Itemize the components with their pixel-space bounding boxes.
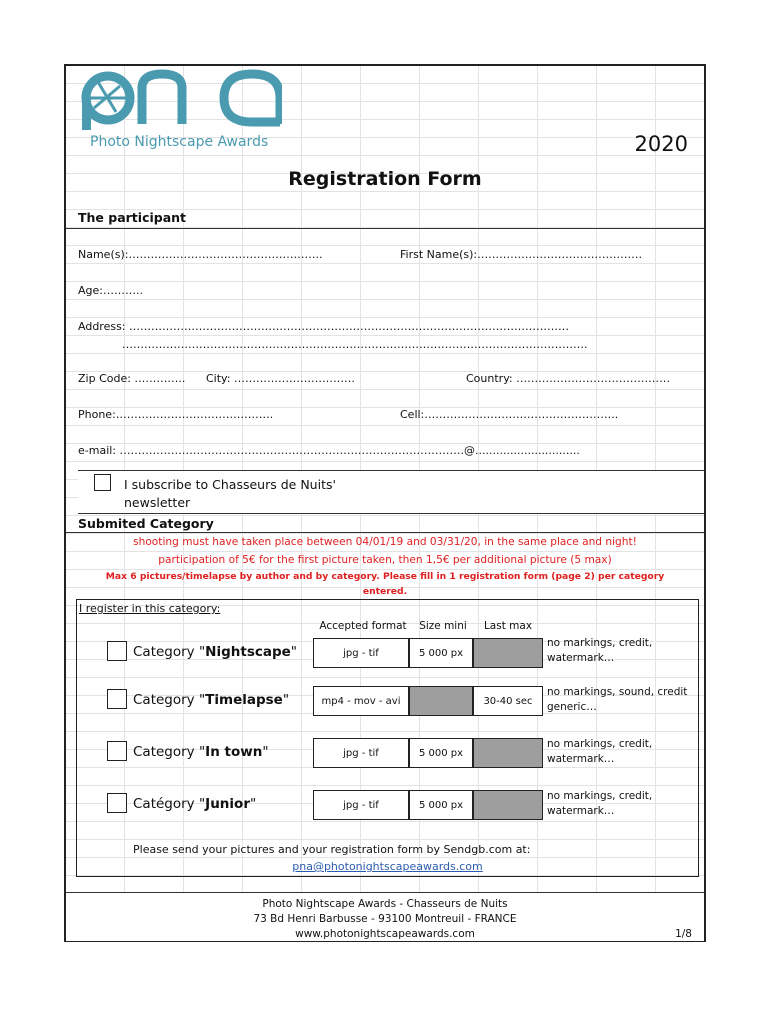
participant-heading: The participant <box>78 210 187 225</box>
last-cell: 30-40 sec <box>473 686 543 716</box>
address-field[interactable]: Address: ………………………………………………………………………………………………………… <box>78 320 570 333</box>
col-last-header: Last max <box>483 620 533 632</box>
category-note: no markings, sound, credit generic… <box>547 686 688 713</box>
form-title: Registration Form <box>288 168 482 190</box>
size-cell: 5 000 px <box>409 638 473 668</box>
rule-dates: shooting must have taken place between 04/01/19 and 03/31/20, in the same place and night! <box>133 536 637 548</box>
category-timelapse-checkbox[interactable] <box>107 689 127 709</box>
category-junior-checkbox[interactable] <box>107 793 127 813</box>
category-note: no markings, credit, watermark… <box>547 738 653 765</box>
category-nightscape-checkbox[interactable] <box>107 641 127 661</box>
size-cell <box>409 686 473 716</box>
size-cell: 5 000 px <box>409 738 473 768</box>
cell-field[interactable]: Cell:…………………………………………….. <box>400 408 619 421</box>
last-cell <box>473 638 543 668</box>
rule-fees: participation of 5€ for the first picture taken, then 1,5€ per additional picture (5 max) <box>158 554 612 566</box>
footer-address: 73 Bd Henri Barbusse - 93100 Montreuil - FRANCE <box>253 913 517 925</box>
rule-max-pictures: Max 6 pictures/timelapse by author and by category. Please fill in 1 registration form (page 2) per category <box>105 571 665 582</box>
format-cell: jpg - tif <box>313 638 409 668</box>
pna-logo <box>72 68 282 154</box>
send-instructions: Please send your pictures and your registration form by Sendgb.com at: <box>133 843 531 856</box>
name-field[interactable]: Name(s):…………………………………………….. <box>78 248 323 261</box>
category-nightscape-label: Category "Nightscape" <box>133 644 298 660</box>
country-field[interactable]: Country: …………………………………… <box>466 372 671 385</box>
category-timelapse-label: Category "Timelapse" <box>133 692 290 708</box>
category-heading: Submited Category <box>78 516 214 531</box>
logo-text: Photo Nightscape Awards <box>90 134 269 150</box>
category-in-town-label: Category "In town" <box>133 744 269 760</box>
format-cell: jpg - tif <box>313 790 409 820</box>
divider <box>66 228 704 229</box>
footer-org: Photo Nightscape Awards - Chasseurs de Nuits <box>262 898 508 910</box>
category-note: no markings, credit, watermark… <box>547 637 653 664</box>
pna-logo-mark <box>72 68 282 130</box>
phone-field[interactable]: Phone:……………………………………. <box>78 408 274 421</box>
category-in-town-checkbox[interactable] <box>107 741 127 761</box>
email-field[interactable]: e-mail: ………………………………………………………………………………….@.............................. <box>78 444 580 457</box>
divider <box>66 532 704 533</box>
category-box <box>76 599 699 877</box>
contact-email-link[interactable]: pna@photonightscapeawards.com <box>292 860 483 873</box>
last-cell <box>473 738 543 768</box>
footer-website[interactable]: www.photonightscapeawards.com <box>295 928 475 940</box>
register-label: I register in this category: <box>79 602 221 615</box>
format-cell: mp4 - mov - avi <box>313 686 409 716</box>
format-cell: jpg - tif <box>313 738 409 768</box>
category-junior-label: Catégory "Junior" <box>133 796 257 812</box>
last-cell <box>473 790 543 820</box>
city-field[interactable]: City: …………………………… <box>206 372 355 385</box>
page-number: 1/8 <box>675 928 692 940</box>
category-note: no markings, credit, watermark… <box>547 790 653 817</box>
size-cell: 5 000 px <box>409 790 473 820</box>
col-format-header: Accepted format <box>319 620 407 632</box>
zip-code-field[interactable]: Zip Code: ………….. <box>78 372 186 385</box>
age-field[interactable]: Age:……….. <box>78 284 143 297</box>
newsletter-checkbox[interactable] <box>94 474 111 491</box>
first-name-field[interactable]: First Name(s):……………………………………… <box>400 248 643 261</box>
newsletter-label-2: newsletter <box>124 495 191 510</box>
registration-form-page <box>64 64 706 942</box>
address-field-line2[interactable]: ………………………………………………………………………………………………………………. <box>122 338 588 351</box>
rule-max-pictures-2: entered. <box>362 586 408 597</box>
col-size-header: Size mini <box>419 620 467 632</box>
newsletter-label: I subscribe to Chasseurs de Nuits' <box>124 477 336 492</box>
year: 2020 <box>634 132 688 156</box>
